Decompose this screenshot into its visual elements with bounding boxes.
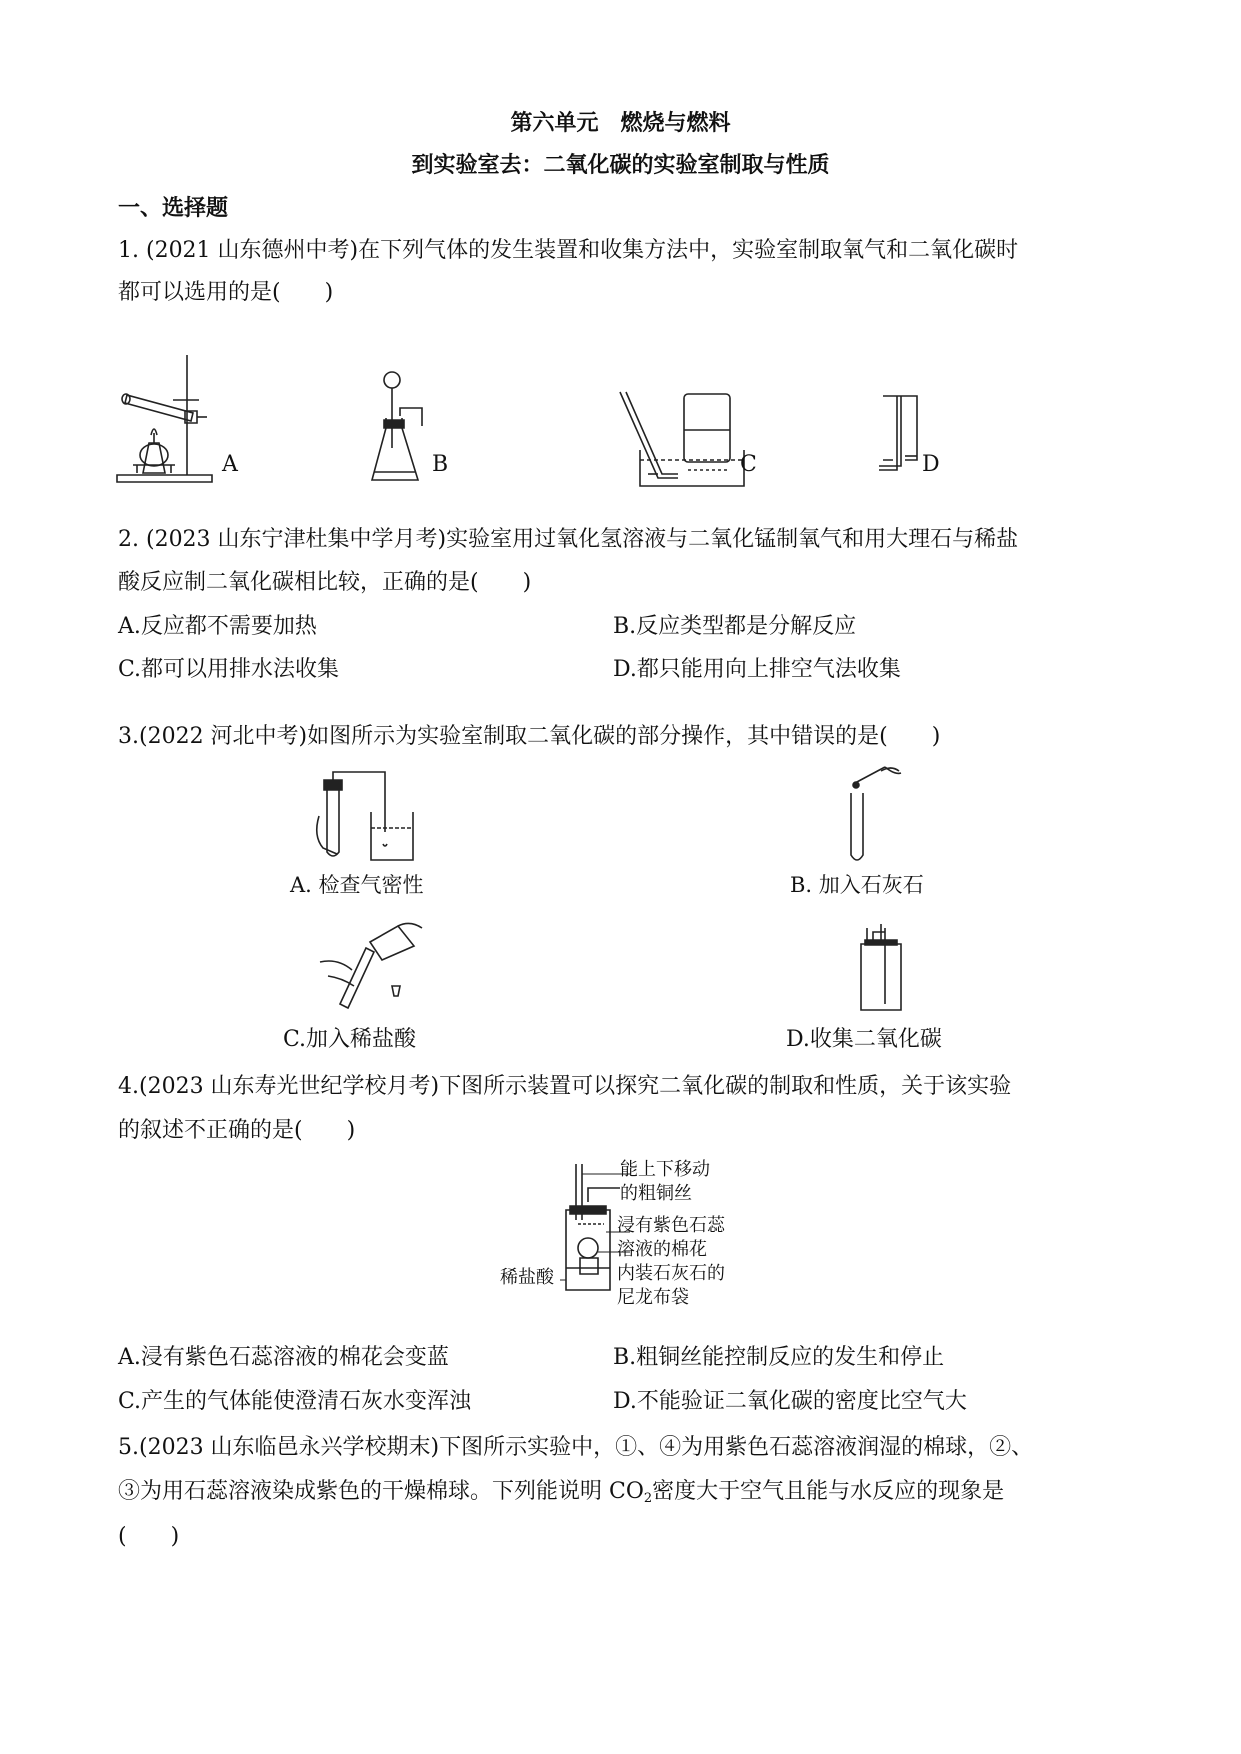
question-2-line-2: 酸反应制二氧化碳相比较，正确的是( ) — [118, 570, 532, 595]
lesson-title: 到实验室去：二氧化碳的实验室制取与性质 — [411, 152, 830, 178]
q4-label-wire-2: 的粗铜丝 — [620, 1183, 692, 1204]
q4-label-cotton-2: 溶液的棉花 — [617, 1239, 707, 1260]
q3-figure-b-add-limestone — [845, 765, 905, 867]
q3-caption-c: C.加入稀盐酸 — [283, 1027, 417, 1052]
q3-figure-c-pour-acid — [318, 918, 428, 1010]
q1-label-a: A — [222, 452, 238, 477]
q4-option-b: B.粗铜丝能控制反应的发生和停止 — [613, 1345, 945, 1370]
q3-caption-a: A. 检查气密性 — [290, 873, 424, 897]
q4-label-bag-1: 内装石灰石的 — [617, 1263, 725, 1284]
q2-option-d: D.都只能用向上排空气法收集 — [613, 657, 901, 682]
q1-label-d: D — [922, 452, 940, 477]
q4-label-bag-2: 尼龙布袋 — [617, 1287, 689, 1308]
question-4-line-1: 4.(2023 山东寿光世纪学校月考)下图所示装置可以探究二氧化碳的制取和性质，关于该实验 — [118, 1074, 1012, 1099]
co2-subscript: 2 — [643, 1491, 653, 1506]
question-5-line-1: 5.(2023 山东临邑永兴学校期末)下图所示实验中，①、④为用紫色石蕊溶液润湿的棉球，②、 — [118, 1435, 1034, 1460]
q3-figure-d-collect-co2 — [855, 922, 907, 1014]
q1-figure-b-flask-with-funnel — [370, 368, 430, 486]
q3-figure-a-check-airtightness — [315, 768, 427, 866]
question-1-line-1: 1. (2021 山东德州中考)在下列气体的发生装置和收集方法中，实验室制取氧气和二氧化碳时 — [118, 238, 1019, 263]
q1-figure-c-water-collection — [618, 390, 746, 490]
question-5-line-3: ( ) — [118, 1524, 180, 1549]
unit-title: 第六单元 燃烧与燃料 — [510, 110, 731, 136]
q4-label-wire-1: 能上下移动 — [620, 1159, 710, 1180]
q1-figure-a-heating-apparatus — [115, 355, 235, 485]
q1-label-b: B — [432, 452, 449, 477]
q4-option-a: A.浸有紫色石蕊溶液的棉花会变蓝 — [118, 1345, 449, 1370]
q3-caption-d: D.收集二氧化碳 — [786, 1027, 942, 1052]
question-1-line-2: 都可以选用的是( ) — [118, 280, 334, 305]
question-5-line-2-part-b: 密度大于空气且能与水反应的现象是 — [652, 1479, 1005, 1504]
q4-label-acid: 稀盐酸 — [500, 1267, 554, 1288]
q2-option-a: A.反应都不需要加热 — [118, 614, 317, 639]
question-4-line-2: 的叙述不正确的是( ) — [118, 1118, 356, 1143]
question-5-line-2 — [118, 1477, 1004, 1514]
question-3-line-1: 3.(2022 河北中考)如图所示为实验室制取二氧化碳的部分操作，其中错误的是( ) — [118, 724, 941, 749]
question-5-line-2-part-a: ③为用石蕊溶液染成紫色的干燥棉球。下列能说明 CO — [118, 1479, 644, 1504]
q1-figure-d-gas-bottle — [875, 390, 925, 486]
question-2-line-1: 2. (2023 山东宁津杜集中学月考)实验室用过氧化氢溶液与二氧化锰制氧气和用大理石与稀盐 — [118, 527, 1019, 552]
q3-caption-b: B. 加入石灰石 — [790, 873, 924, 897]
q1-label-c: C — [740, 452, 757, 477]
q2-option-c: C.都可以用排水法收集 — [118, 657, 340, 682]
q4-option-c: C.产生的气体能使澄清石灰水变浑浊 — [118, 1389, 472, 1414]
q4-label-cotton-1: 浸有紫色石蕊 — [617, 1215, 725, 1236]
q2-option-b: B.反应类型都是分解反应 — [613, 614, 857, 639]
section-title: 一、选择题 — [118, 195, 229, 221]
q4-option-d: D.不能验证二氧化碳的密度比空气大 — [613, 1389, 967, 1414]
